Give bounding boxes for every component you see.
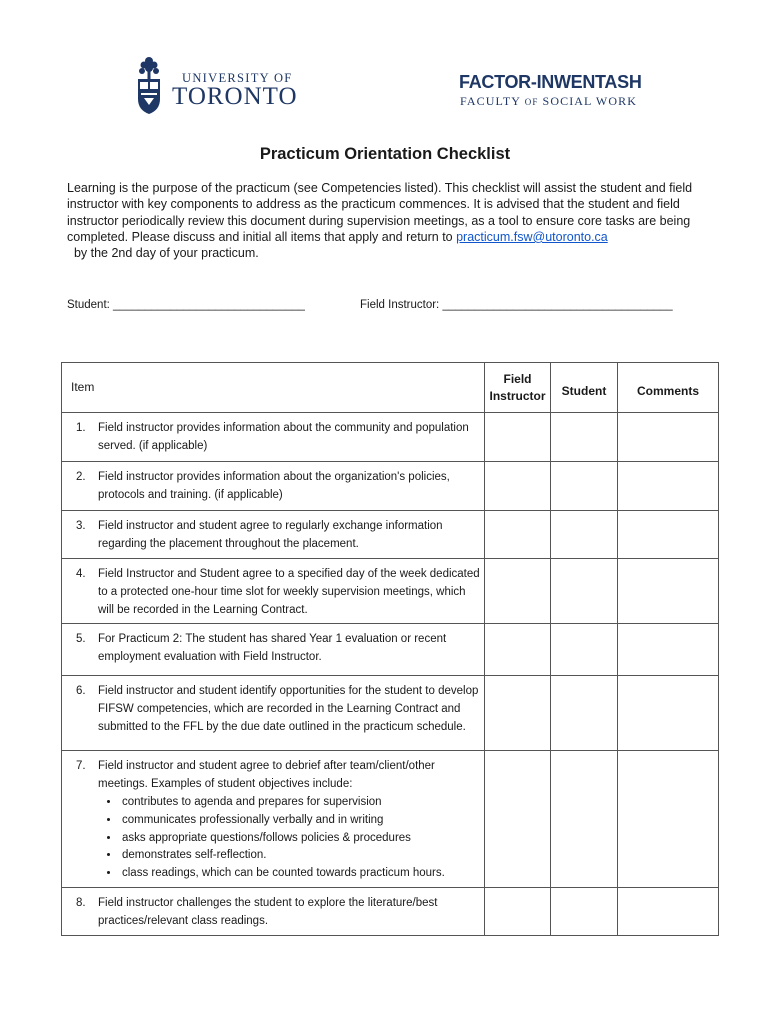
list-item: • communicates professionally verbally and in writing	[120, 812, 480, 830]
table-row	[62, 676, 719, 751]
item-cell	[62, 887, 485, 935]
intro-text-after: by the 2nd day of your practicum.	[67, 246, 259, 261]
uoft-logo-line1: UNIVERSITY OF	[182, 71, 293, 85]
table-row	[62, 624, 719, 676]
item-text: Field instructor and student agree to debrief after team/client/other meetings. Examples of student objectives include:	[98, 760, 435, 791]
comments-cell[interactable]	[618, 511, 719, 559]
page-title: Practicum Orientation Checklist	[259, 145, 511, 163]
fifsw-logo-social-work: SOCIAL WORK	[542, 94, 637, 108]
item-number: 6.	[76, 685, 86, 698]
student-signature-line: Student: ______________________________	[67, 299, 305, 311]
objective-list	[98, 794, 480, 883]
intro-text: Learning is the purpose of the practicum (see Competencies listed). This checklist will assist the student and field instructor with key components to address as the practicum commences. It is advised that the student and field instructor periodically review this document during supervision meetings, as a tool to ensure core tasks are being completed. Please discuss and initial all items that apply and return to	[67, 181, 693, 244]
student-initial-cell[interactable]	[551, 751, 618, 888]
item-cell	[62, 676, 485, 751]
student-initial-cell[interactable]	[551, 624, 618, 676]
item-cell	[62, 751, 485, 888]
item-number: 2.	[76, 471, 86, 483]
list-item: • contributes to agenda and prepares for supervision	[120, 794, 480, 812]
student-initial-cell[interactable]	[551, 511, 618, 559]
header-field-instructor: Field Instructor	[485, 363, 551, 413]
table-row	[62, 887, 719, 935]
item-number: 3.	[76, 520, 86, 532]
fifsw-logo-line1: FACTOR-INWENTASH	[459, 72, 642, 92]
field-instructor-initial-cell[interactable]	[485, 751, 551, 888]
table-row	[62, 751, 719, 888]
comments-cell[interactable]	[618, 413, 719, 462]
item-number: 7.	[76, 760, 86, 773]
item-cell	[62, 413, 485, 462]
list-item: • demonstrates self-reflection.	[120, 847, 480, 865]
item-text: Field Instructor and Student agree to a specified day of the week dedicated to a protected one-hour time slot for weekly supervision meetings, which will be recorded in the Learning Contract.	[98, 568, 480, 616]
fifsw-logo-of: OF	[524, 97, 539, 107]
item-cell	[62, 511, 485, 559]
item-number: 8.	[76, 896, 86, 909]
table-row	[62, 559, 719, 624]
table-row	[62, 413, 719, 462]
item-cell	[62, 462, 485, 511]
field-instructor-initial-cell[interactable]	[485, 462, 551, 511]
student-initial-cell[interactable]	[551, 887, 618, 935]
student-initial-cell[interactable]	[551, 559, 618, 624]
field-instructor-signature-line: Field Instructor: ____________________________________	[360, 299, 673, 311]
comments-cell[interactable]	[618, 676, 719, 751]
item-cell	[62, 559, 485, 624]
item-number: 5.	[76, 633, 86, 646]
item-text: Field instructor provides information about the community and population served. (if applicable)	[98, 422, 469, 452]
field-instructor-initial-cell[interactable]	[485, 559, 551, 624]
student-initial-cell[interactable]	[551, 462, 618, 511]
fifsw-logo	[459, 72, 649, 112]
practicum-email-link[interactable]: practicum.fsw@utoronto.ca	[456, 229, 608, 244]
header-item: Item	[62, 363, 485, 413]
uoft-crest-icon	[136, 55, 162, 115]
field-instructor-initial-cell[interactable]	[485, 413, 551, 462]
comments-cell[interactable]	[618, 624, 719, 676]
item-text: Field instructor provides information about the organization's policies, protocols and training. (if applicable)	[98, 471, 450, 501]
list-item: • class readings, which can be counted towards practicum hours.	[120, 865, 480, 883]
item-text: Field instructor challenges the student to explore the literature/best practices/relevant class readings.	[98, 896, 438, 927]
table-header-row	[62, 363, 719, 413]
table-row	[62, 511, 719, 559]
table-row	[62, 462, 719, 511]
student-initial-cell[interactable]	[551, 413, 618, 462]
intro-paragraph	[67, 180, 707, 261]
item-cell	[62, 624, 485, 676]
comments-cell[interactable]	[618, 751, 719, 888]
comments-cell[interactable]	[618, 887, 719, 935]
fifsw-logo-faculty: FACULTY	[460, 94, 521, 108]
item-text: Field instructor and student agree to regularly exchange information regarding the placement throughout the placement.	[98, 520, 443, 550]
checklist-table	[61, 362, 719, 936]
comments-cell[interactable]	[618, 462, 719, 511]
item-number: 4.	[76, 568, 86, 580]
uoft-logo	[136, 55, 306, 117]
field-instructor-initial-cell[interactable]	[485, 887, 551, 935]
field-instructor-initial-cell[interactable]	[485, 624, 551, 676]
item-text: For Practicum 2: The student has shared Year 1 evaluation or recent employment evaluation with Field Instructor.	[98, 633, 447, 664]
field-instructor-initial-cell[interactable]	[485, 511, 551, 559]
header-student: Student	[551, 363, 618, 413]
item-number: 1.	[76, 422, 86, 434]
item-text: Field instructor and student identify opportunities for the student to develop FIFSW competencies, which are recorded in the Learning Contract and submitted to the FFL by the due date outlined in the practicum schedule.	[98, 685, 479, 733]
fifsw-logo-line2	[460, 94, 637, 109]
student-initial-cell[interactable]	[551, 676, 618, 751]
header-comments: Comments	[618, 363, 719, 413]
comments-cell[interactable]	[618, 559, 719, 624]
field-instructor-initial-cell[interactable]	[485, 676, 551, 751]
uoft-logo-line2: TORONTO	[172, 83, 298, 110]
list-item: • asks appropriate questions/follows policies & procedures	[120, 830, 480, 848]
